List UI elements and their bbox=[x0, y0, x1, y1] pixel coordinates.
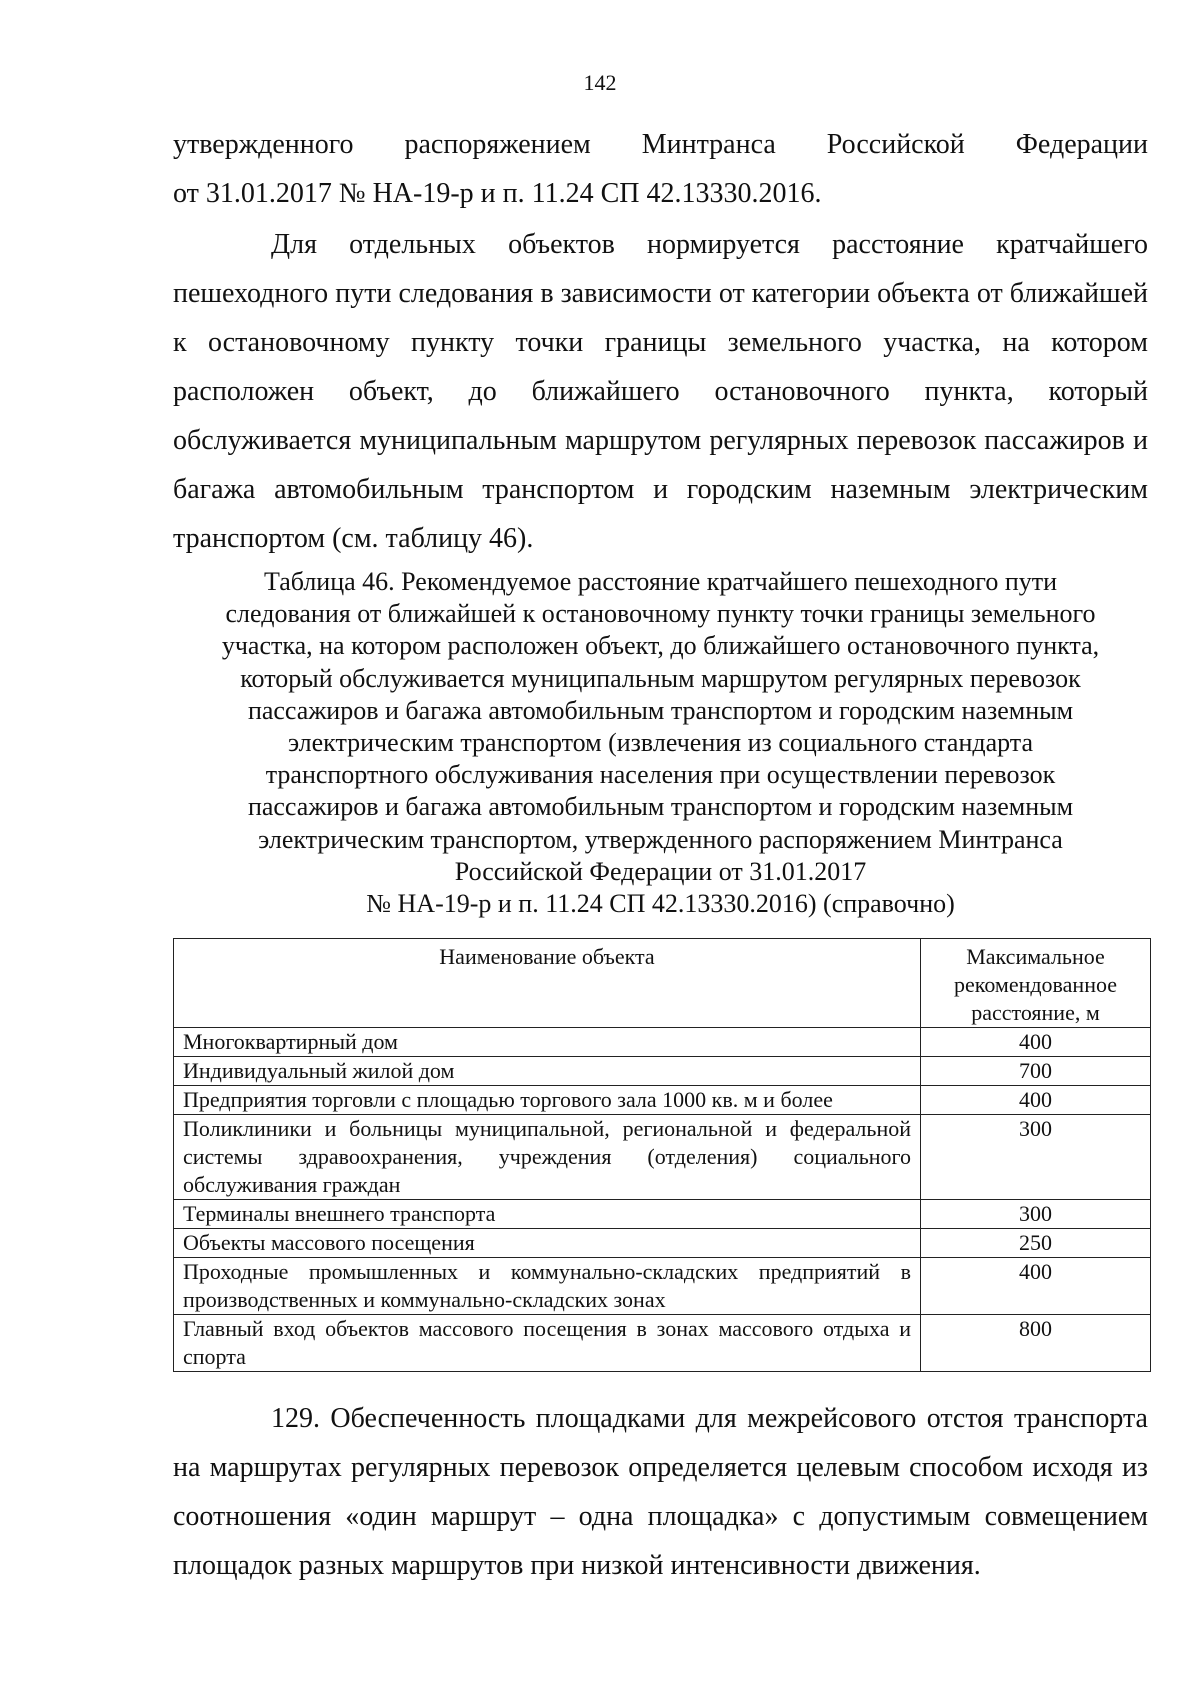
object-name-cell: Поликлиники и больницы муниципальной, региональной и федеральной системы здравоохранения, учреждения (отделения) социального обслуживания граждан bbox=[174, 1115, 921, 1200]
table-header-row bbox=[174, 939, 1151, 1028]
paragraph-text: Для отдельных объектов нормируется расстояние кратчайшего пешеходного пути следования в зависимости от категории объекта от ближайшей к остановочному пункту точки границы земельного участка, на котором расположен объект, до ближайшего остановочного пункта, который обслуживается муниципальным маршрутом регулярных перевозок пассажиров и багажа автомобильным транспортом и городским наземным электрическим транспортом (см. таблицу 46). bbox=[173, 229, 1148, 554]
caption-line: электрическим транспортом, утвержденного распоряжением Минтранса bbox=[258, 824, 1063, 854]
caption-line: участка, на котором расположен объект, до ближайшего остановочного пункта, bbox=[221, 631, 1100, 661]
distance-cell: 250 bbox=[921, 1229, 1151, 1258]
distance-cell: 400 bbox=[921, 1086, 1151, 1115]
caption-line: Таблица 46. Рекомендуемое расстояние кратчайшего пешеходного пути bbox=[263, 567, 1058, 596]
table-row bbox=[174, 1028, 1151, 1057]
table-row bbox=[174, 1315, 1151, 1372]
caption-line: пассажиров и багажа автомобильным транспортом и городским наземным bbox=[247, 695, 1074, 725]
table-caption bbox=[173, 566, 1148, 920]
distance-cell: 300 bbox=[921, 1115, 1151, 1200]
table-row bbox=[174, 1229, 1151, 1258]
header-max-distance: Максимальное рекомендованное расстояние, м bbox=[921, 939, 1151, 1028]
table-row bbox=[174, 1115, 1151, 1200]
object-name-cell: Главный вход объектов массового посещения в зонах массового отдыха и спорта bbox=[174, 1315, 921, 1372]
paragraph-129 bbox=[173, 1394, 1148, 1590]
table-row bbox=[174, 1086, 1151, 1115]
caption-line: который обслуживается муниципальным маршрутом регулярных перевозок bbox=[240, 663, 1081, 693]
distance-table-container bbox=[173, 938, 1151, 1372]
object-name-cell: Объекты массового посещения bbox=[174, 1229, 921, 1258]
table-row bbox=[174, 1200, 1151, 1229]
caption-line: транспортного обслуживания населения при осуществлении перевозок bbox=[265, 760, 1056, 790]
caption-line: Российской Федерации от 31.01.2017 bbox=[454, 856, 867, 886]
paragraph-continuation bbox=[173, 120, 1148, 218]
distance-cell: 800 bbox=[921, 1315, 1151, 1372]
distance-table bbox=[173, 938, 1151, 1372]
paragraph-line: утвержденного распоряжением Минтранса Российской Федерации bbox=[173, 129, 1148, 160]
caption-line: электрическим транспортом (извлечения из социального стандарта bbox=[287, 728, 1034, 758]
table-row bbox=[174, 1057, 1151, 1086]
object-name-cell: Проходные промышленных и коммунально-складских предприятий в производственных и коммунально-складских зонах bbox=[174, 1258, 921, 1315]
table-row bbox=[174, 1258, 1151, 1315]
caption-line: № НА-19-р и п. 11.24 СП 42.13330.2016) (справочно) bbox=[366, 889, 955, 919]
object-name-cell: Индивидуальный жилой дом bbox=[174, 1057, 921, 1086]
paragraph-walking-distance bbox=[173, 220, 1148, 563]
distance-cell: 700 bbox=[921, 1057, 1151, 1086]
header-object-name: Наименование объекта bbox=[174, 939, 921, 1028]
paragraph-line: от 31.01.2017 № НА-19-р и п. 11.24 СП 42.13330.2016. bbox=[173, 178, 822, 209]
paragraph-text: 129. Обеспеченность площадками для межрейсового отстоя транспорта на маршрутах регулярных перевозок определяется целевым способом исходя из соотношения «один маршрут – одна площадка» с допустимым совмещением площадок разных маршрутов при низкой интенсивности движения. bbox=[173, 1403, 1148, 1581]
page-number: 142 bbox=[583, 70, 617, 95]
object-name-cell: Терминалы внешнего транспорта bbox=[174, 1200, 921, 1229]
caption-line: следования от ближайшей к остановочному пункту точки границы земельного bbox=[225, 599, 1096, 629]
distance-cell: 300 bbox=[921, 1200, 1151, 1229]
distance-cell: 400 bbox=[921, 1258, 1151, 1315]
object-name-cell: Многоквартирный дом bbox=[174, 1028, 921, 1057]
caption-line: пассажиров и багажа автомобильным транспортом и городским наземным bbox=[247, 792, 1074, 822]
distance-cell: 400 bbox=[921, 1028, 1151, 1057]
object-name-cell: Предприятия торговли с площадью торгового зала 1000 кв. м и более bbox=[174, 1086, 921, 1115]
